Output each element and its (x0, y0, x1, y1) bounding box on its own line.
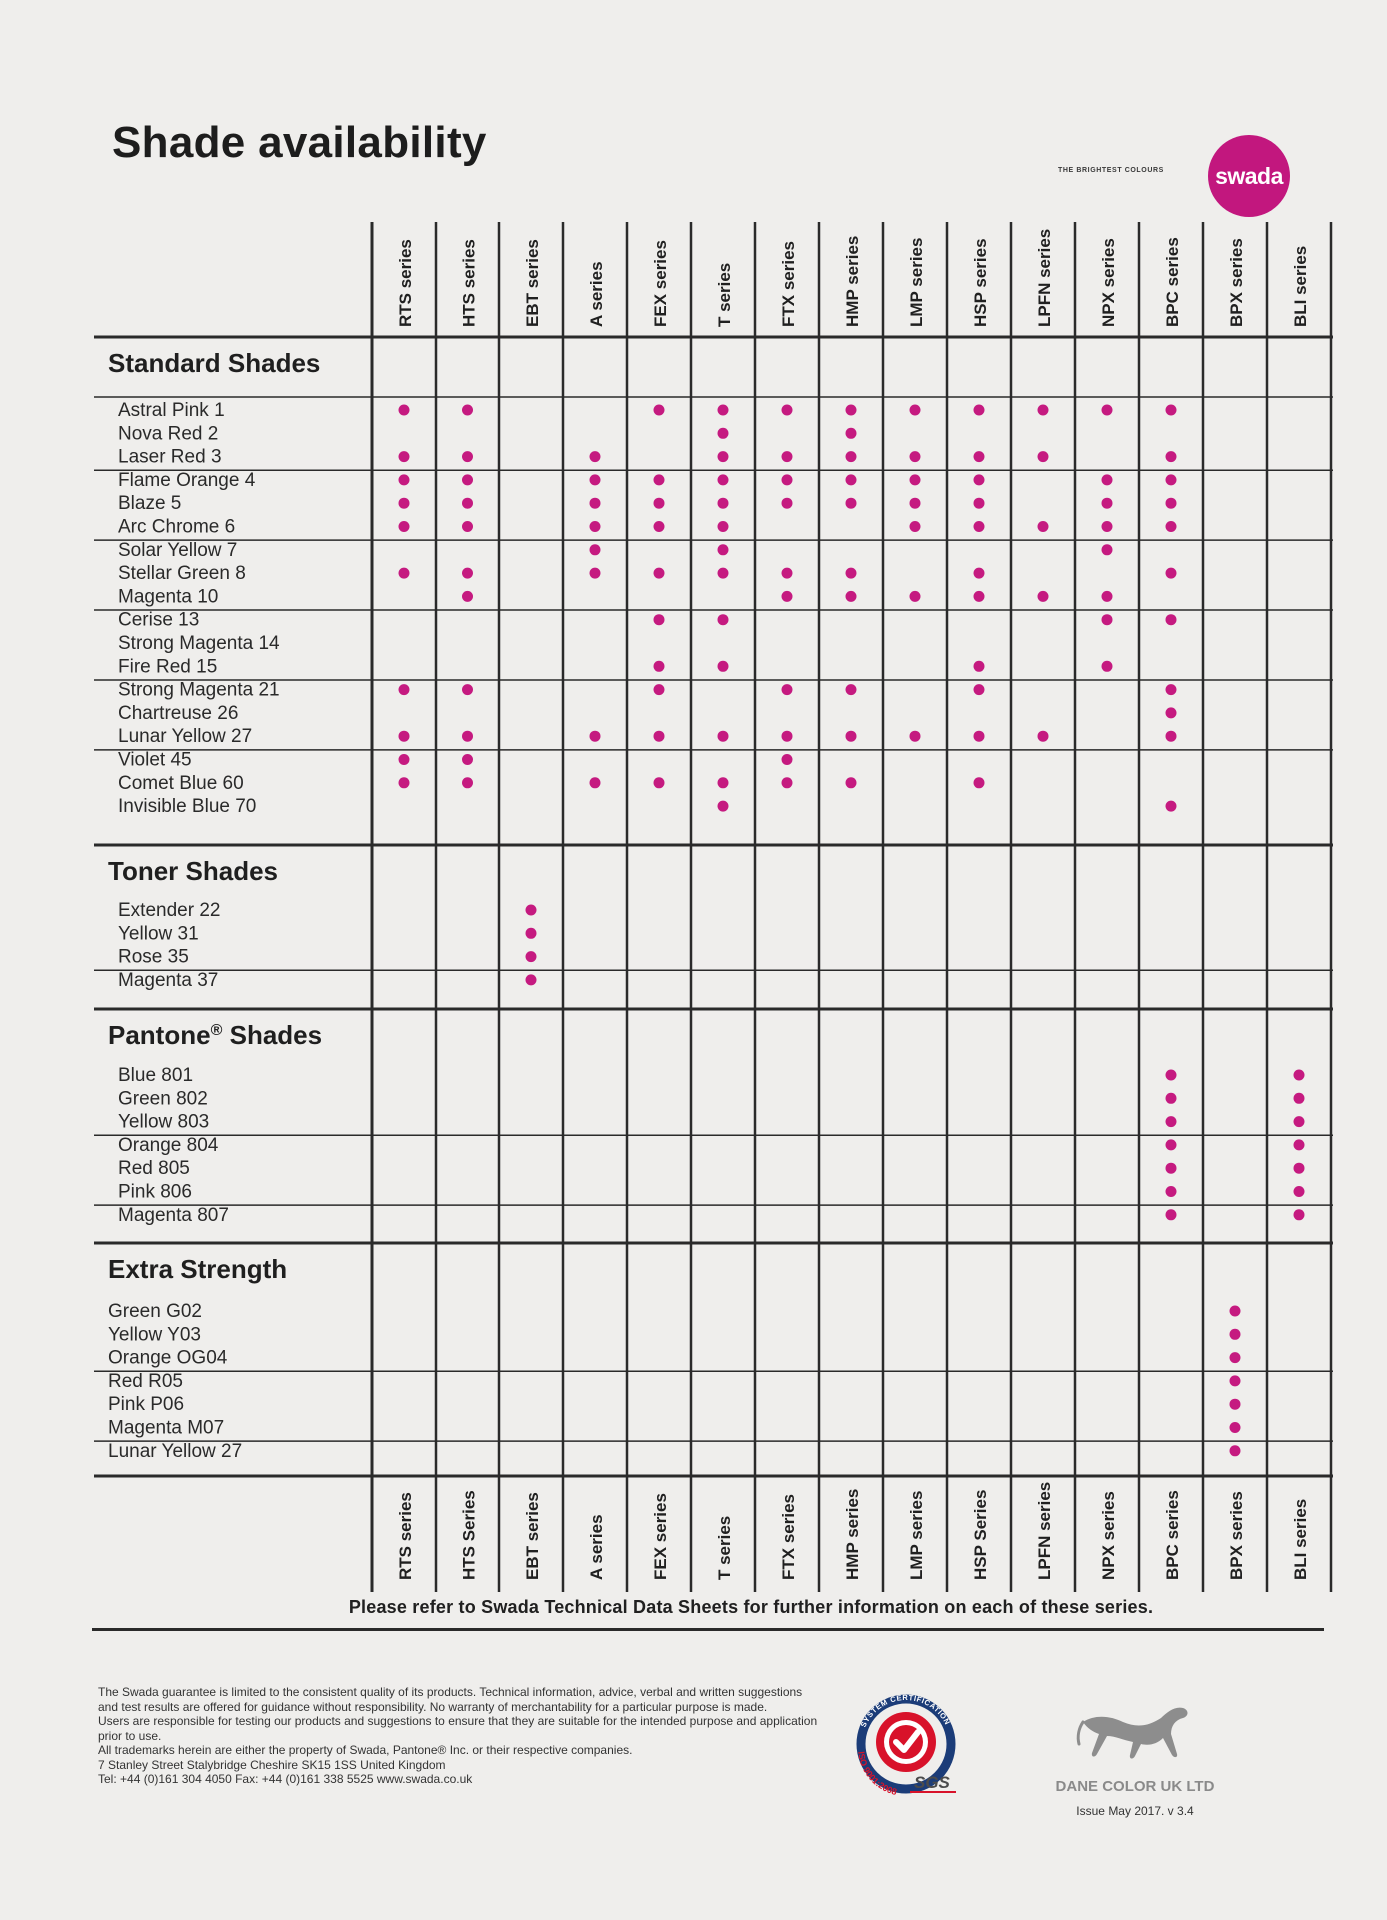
series-header-lpfn: LPFN series (1035, 228, 1054, 327)
availability-dot (590, 451, 601, 462)
availability-dot (718, 568, 729, 579)
disclaimer-line: Users are responsible for testing our products and suggestions to ensure that they are suitable for the intended purpose and application prior to use. (98, 1714, 818, 1743)
availability-dot (462, 521, 473, 532)
series-header-npx: NPX series (1099, 238, 1118, 327)
availability-dot (399, 684, 410, 695)
availability-dot (718, 661, 729, 672)
availability-dot (782, 684, 793, 695)
availability-dot (1166, 405, 1177, 416)
series-footer-fex: FEX series (651, 1493, 670, 1580)
series-header-a: A series (587, 261, 606, 327)
availability-dot (462, 591, 473, 602)
shade-name: Fire Red 15 (118, 656, 218, 678)
availability-dot (1102, 498, 1113, 509)
availability-dot (654, 521, 665, 532)
series-header-ebt: EBT series (523, 239, 542, 327)
availability-dot (1166, 1139, 1177, 1150)
availability-dot (1166, 1116, 1177, 1127)
shade-name: Lunar Yellow 27 (108, 1440, 243, 1462)
availability-dot (846, 451, 857, 462)
availability-dot (718, 428, 729, 439)
series-header-lmp: LMP series (907, 237, 926, 327)
shade-name: Green G02 (108, 1301, 202, 1322)
availability-dot (1294, 1163, 1305, 1174)
availability-dot (718, 521, 729, 532)
series-header-fex: FEX series (651, 240, 670, 327)
dane-color-panther-logo (1075, 1692, 1195, 1772)
availability-dot (718, 731, 729, 742)
shade-name: Strong Magenta 14 (118, 633, 280, 654)
series-footer-ftx: FTX series (779, 1494, 798, 1580)
availability-dot (1294, 1070, 1305, 1081)
shade-name: Blaze 5 (118, 493, 182, 515)
availability-dot (910, 474, 921, 485)
disclaimer-line: Tel: +44 (0)161 304 4050 Fax: +44 (0)161 338 5525 www.swada.co.uk (98, 1772, 473, 1786)
availability-dot (654, 474, 665, 485)
availability-dot (846, 568, 857, 579)
availability-dot (1038, 591, 1049, 602)
availability-dot (1038, 451, 1049, 462)
availability-dot (1230, 1352, 1241, 1363)
availability-dot (1230, 1422, 1241, 1433)
shade-name: Strong Magenta 21 (118, 679, 280, 701)
availability-dot (782, 498, 793, 509)
availability-dot (718, 777, 729, 788)
availability-dot (399, 405, 410, 416)
cert-brand: SGS (914, 1773, 950, 1792)
availability-dot (782, 474, 793, 485)
availability-dot (1166, 1186, 1177, 1197)
availability-dot (910, 498, 921, 509)
availability-dot (782, 731, 793, 742)
availability-dot (654, 661, 665, 672)
availability-dot (462, 754, 473, 765)
availability-dot (590, 731, 601, 742)
shade-name: Blue 801 (118, 1065, 194, 1086)
availability-dot (1102, 544, 1113, 555)
shade-name: Comet Blue 60 (118, 772, 244, 794)
availability-dot (782, 568, 793, 579)
bottom-divider (92, 1628, 1324, 1631)
shade-name: Chartreuse 26 (118, 702, 239, 724)
issue-version: Issue May 2017. v 3.4 (1076, 1804, 1194, 1818)
shade-name: Laser Red 3 (118, 446, 222, 468)
availability-dot (782, 591, 793, 602)
series-footer-lpfn: LPFN series (1035, 1481, 1054, 1580)
availability-dot (974, 591, 985, 602)
availability-dot (910, 731, 921, 742)
availability-dot (974, 777, 985, 788)
shade-name: Yellow Y03 (108, 1324, 201, 1346)
series-footer-lmp: LMP series (907, 1490, 926, 1580)
dane-company-name: DANE COLOR UK LTD (1055, 1778, 1215, 1795)
availability-dot (974, 521, 985, 532)
availability-dot (718, 405, 729, 416)
shade-name: Nova Red 2 (118, 423, 219, 445)
disclaimer-line: All trademarks herein are either the property of Swada, Pantone® Inc. or their respective companies. (98, 1743, 633, 1757)
availability-dot (1038, 405, 1049, 416)
series-header-hmp: HMP series (843, 235, 862, 327)
availability-dot (718, 451, 729, 462)
availability-dot (846, 405, 857, 416)
availability-dot (782, 777, 793, 788)
availability-dot (1166, 521, 1177, 532)
shade-name: Red 805 (118, 1158, 190, 1180)
availability-dot (1102, 405, 1113, 416)
shade-name: Cerise 13 (118, 609, 200, 631)
availability-dot (974, 474, 985, 485)
availability-dot (590, 777, 601, 788)
availability-dot (718, 474, 729, 485)
availability-dot (462, 498, 473, 509)
availability-dot (526, 974, 537, 985)
series-header-bpc: BPC series (1163, 237, 1182, 327)
availability-dot (654, 568, 665, 579)
brand-tagline: THE BRIGHTEST COLOURS (1058, 167, 1164, 174)
availability-dot (462, 731, 473, 742)
shade-name: Stellar Green 8 (118, 563, 246, 585)
section-title: Standard Shades (108, 348, 321, 378)
availability-dot (654, 498, 665, 509)
availability-dot (654, 684, 665, 695)
availability-dot (399, 568, 410, 579)
disclaimer (98, 1685, 818, 1787)
series-footer-bli: BLI series (1291, 1498, 1310, 1580)
availability-dot (1166, 498, 1177, 509)
availability-dot (846, 498, 857, 509)
availability-dot (462, 568, 473, 579)
availability-dot (1166, 614, 1177, 625)
shade-name: Red R05 (108, 1370, 183, 1392)
shade-name: Astral Pink 1 (118, 400, 225, 421)
disclaimer-line: 7 Stanley Street Stalybridge Cheshire SK15 1SS United Kingdom (98, 1757, 446, 1772)
availability-dot (590, 544, 601, 555)
availability-dot (462, 777, 473, 788)
shade-name: Green 802 (118, 1088, 208, 1110)
series-header-bpx: BPX series (1227, 238, 1246, 327)
availability-dot (1294, 1093, 1305, 1104)
availability-dot (1102, 661, 1113, 672)
shade-name: Flame Orange 4 (118, 469, 256, 491)
availability-dot (846, 777, 857, 788)
availability-dot (590, 498, 601, 509)
shade-name: Extender 22 (118, 900, 221, 921)
availability-dot (1230, 1306, 1241, 1317)
shade-name: Orange 804 (118, 1134, 219, 1156)
availability-dot (1230, 1399, 1241, 1410)
shade-name: Magenta 807 (118, 1204, 229, 1226)
availability-dot (974, 684, 985, 695)
availability-dot (462, 451, 473, 462)
availability-dot (974, 451, 985, 462)
availability-dot (846, 428, 857, 439)
availability-dot (782, 405, 793, 416)
availability-dot (1102, 521, 1113, 532)
shade-name: Pink P06 (108, 1394, 185, 1416)
availability-dot (718, 544, 729, 555)
series-header-ftx: FTX series (779, 241, 798, 327)
cert-iso-text: ISO 9001:2008 (856, 1750, 898, 1797)
availability-dot (399, 754, 410, 765)
page-title: Shade availability (112, 118, 487, 167)
availability-dot (462, 405, 473, 416)
series-footer-t: T series (715, 1515, 734, 1580)
availability-dot (910, 451, 921, 462)
availability-dot (1102, 614, 1113, 625)
series-footer-npx: NPX series (1099, 1491, 1118, 1580)
availability-dot (1038, 731, 1049, 742)
availability-dot (654, 405, 665, 416)
shade-name: Solar Yellow 7 (118, 539, 238, 561)
availability-dot (399, 731, 410, 742)
shade-name: Yellow 31 (118, 923, 199, 945)
availability-dot (846, 474, 857, 485)
shade-name: Orange OG04 (108, 1347, 228, 1369)
section-title: Toner Shades (108, 856, 279, 886)
shade-name: Invisible Blue 70 (118, 796, 257, 818)
availability-dot (974, 568, 985, 579)
series-footer-hsp: HSP Series (971, 1489, 990, 1580)
section-title: Pantone® Shades (108, 1020, 323, 1050)
availability-dot (718, 614, 729, 625)
availability-dot (462, 474, 473, 485)
availability-dot (910, 521, 921, 532)
availability-dot (1166, 1093, 1177, 1104)
availability-dot (1102, 591, 1113, 602)
series-header-t: T series (715, 262, 734, 327)
availability-dot (590, 474, 601, 485)
series-footer-rts: RTS series (396, 1492, 415, 1580)
series-footer-hts: HTS Series (459, 1490, 479, 1580)
availability-dot (654, 731, 665, 742)
availability-dot (1166, 1070, 1177, 1081)
series-footer-bpc: BPC series (1163, 1490, 1182, 1580)
shade-name: Pink 806 (118, 1181, 192, 1203)
availability-dot (462, 684, 473, 695)
availability-dot (1230, 1375, 1241, 1386)
availability-dot (399, 498, 410, 509)
availability-dot (1166, 684, 1177, 695)
availability-dot (654, 614, 665, 625)
availability-dot (654, 777, 665, 788)
series-header-hsp: HSP series (971, 238, 990, 327)
availability-dot (910, 405, 921, 416)
availability-dot (399, 451, 410, 462)
availability-dot (526, 951, 537, 962)
availability-dot (399, 474, 410, 485)
availability-dot (1166, 474, 1177, 485)
availability-dot (399, 777, 410, 788)
shade-name: Magenta 10 (118, 586, 219, 608)
sgs-certification-logo (848, 1686, 963, 1801)
shade-name: Lunar Yellow 27 (118, 726, 253, 748)
availability-dot (590, 568, 601, 579)
availability-dot (1102, 474, 1113, 485)
cert-ring-text: SYSTEM CERTIFICATION (858, 1692, 953, 1729)
availability-dot (1294, 1116, 1305, 1127)
series-header-hts: HTS series (459, 239, 479, 327)
series-footer-hmp: HMP series (843, 1488, 862, 1580)
availability-dot (974, 405, 985, 416)
swada-logo-text: swada (1215, 162, 1283, 189)
availability-dot (1294, 1186, 1305, 1197)
availability-dot (1038, 521, 1049, 532)
availability-dot (782, 754, 793, 765)
availability-dot (974, 498, 985, 509)
series-footer-bpx: BPX series (1227, 1491, 1246, 1580)
series-footer-ebt: EBT series (523, 1492, 542, 1580)
availability-dot (910, 591, 921, 602)
availability-dot (846, 684, 857, 695)
availability-dot (846, 731, 857, 742)
shade-name: Rose 35 (118, 946, 189, 968)
availability-dot (974, 661, 985, 672)
availability-dot (718, 801, 729, 812)
disclaimer-line: The Swada guarantee is limited to the consistent quality of its products. Technical information, advice, verbal and written suggestions and test results are offered for guidance without responsibility. No warranty of merchantability for a particular purpose is made. (98, 1685, 803, 1714)
availability-dot (1166, 1163, 1177, 1174)
availability-dot (1166, 801, 1177, 812)
availability-dot (1166, 707, 1177, 718)
availability-dot (1166, 451, 1177, 462)
shade-name: Magenta M07 (108, 1417, 225, 1439)
availability-dot (526, 905, 537, 916)
availability-dot (1166, 568, 1177, 579)
shade-name: Violet 45 (118, 749, 192, 771)
availability-dot (718, 498, 729, 509)
availability-dot (1230, 1445, 1241, 1456)
shade-name: Arc Chrome 6 (118, 516, 236, 538)
availability-dot (1294, 1139, 1305, 1150)
availability-dot (399, 521, 410, 532)
section-title: Extra Strength (108, 1254, 288, 1284)
series-footer-a: A series (587, 1514, 606, 1580)
series-header-bli: BLI series (1291, 245, 1310, 327)
shade-name: Yellow 803 (118, 1111, 210, 1133)
footnote: Please refer to Swada Technical Data Sheets for further information on each of these series. (348, 1597, 1154, 1617)
availability-dot (1230, 1329, 1241, 1340)
availability-dot (590, 521, 601, 532)
availability-dot (526, 928, 537, 939)
shade-name: Magenta 37 (118, 969, 219, 991)
availability-dot (846, 591, 857, 602)
availability-dot (1166, 1209, 1177, 1220)
availability-dot (1294, 1209, 1305, 1220)
series-header-rts: RTS series (396, 239, 415, 327)
availability-dot (782, 451, 793, 462)
availability-dot (1166, 731, 1177, 742)
availability-dot (974, 731, 985, 742)
